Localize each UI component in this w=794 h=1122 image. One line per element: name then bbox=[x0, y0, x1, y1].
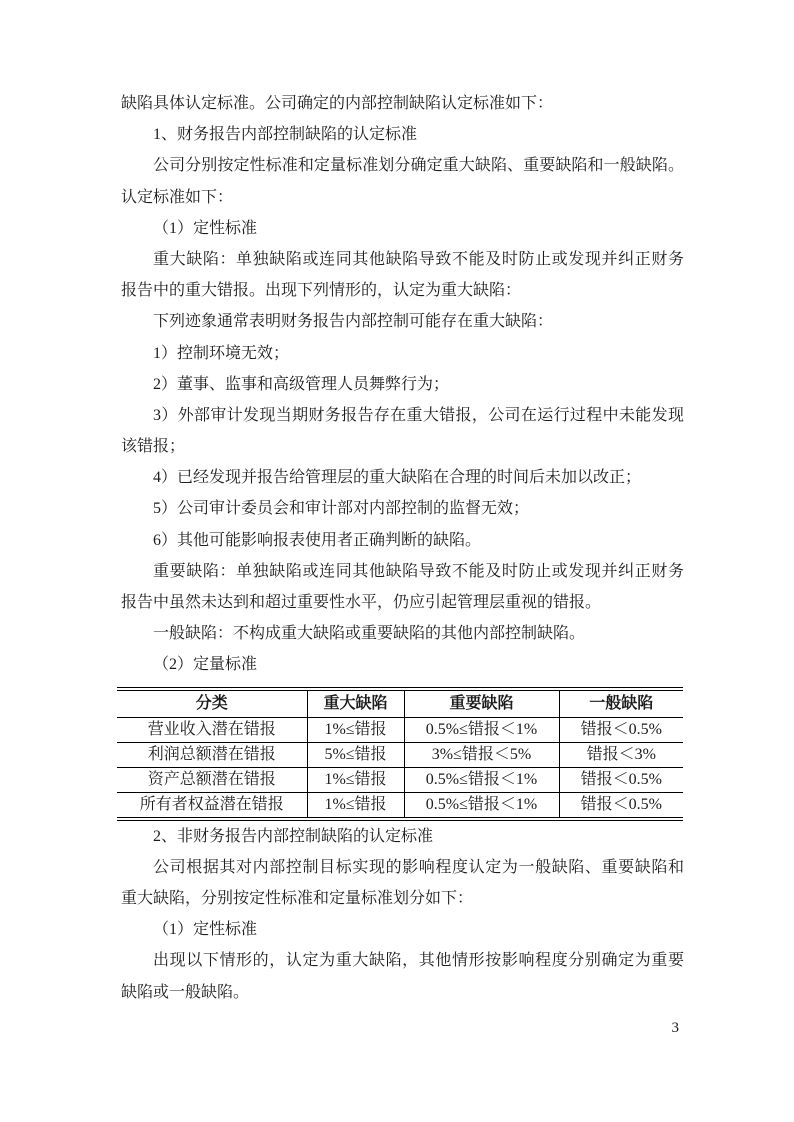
text-line: 2、非财务报告内部控制缺陷的认定标准 bbox=[153, 827, 434, 845]
text-line: 重大缺陷，分别按定性标准和定量标准划分如下： bbox=[121, 889, 474, 907]
text-line: 报告中虽然未达到和超过重要性水平，仍应引起管理层重视的错报。 bbox=[121, 594, 602, 611]
text-line: 5）公司审计委员会和审计部对内部控制的监督无效； bbox=[153, 500, 530, 518]
table-row bbox=[117, 792, 683, 819]
table-cell: 利润总额潜在错报 bbox=[117, 742, 307, 767]
table-row bbox=[117, 767, 683, 792]
text-line: 出现以下情形的，认定为重大缺陷，其他情形按影响程度分别确定为重要 bbox=[153, 952, 684, 970]
table-row bbox=[117, 717, 683, 742]
table-cell: 1%≤错报 bbox=[307, 792, 404, 819]
table-cell: 错报＜0.5% bbox=[559, 767, 683, 792]
table-cell: 5%≤错报 bbox=[307, 742, 404, 767]
table-header-cell: 一般缺陷 bbox=[559, 689, 683, 718]
table-cell: 0.5%≤错报＜1% bbox=[404, 717, 559, 742]
table-cell: 1%≤错报 bbox=[307, 717, 404, 742]
table-header-cell: 重要缺陷 bbox=[404, 689, 559, 718]
text-line: 1、财务报告内部控制缺陷的认定标准 bbox=[153, 126, 418, 144]
page-number: 3 bbox=[671, 1020, 679, 1036]
table-cell: 0.5%≤错报＜1% bbox=[404, 792, 559, 819]
text-line: 认定标准如下： bbox=[121, 188, 234, 206]
table-cell: 所有者权益潜在错报 bbox=[117, 792, 307, 819]
text-line: 下列迹象通常表明财务报告内部控制可能存在重大缺陷： bbox=[153, 313, 554, 331]
text-line: 公司根据其对内部控制目标实现的影响程度认定为一般缺陷、重要缺陷和 bbox=[153, 858, 684, 876]
table-header-row bbox=[117, 689, 683, 718]
table-cell: 3%≤错报＜5% bbox=[404, 742, 559, 767]
table-header-cell: 分类 bbox=[117, 689, 307, 718]
text-line: 重要缺陷：单独缺陷或连同其他缺陷导致不能及时防止或发现并纠正财务 bbox=[153, 562, 684, 580]
text-line: （1）定性标准 bbox=[153, 921, 258, 939]
table-cell: 错报＜3% bbox=[559, 742, 683, 767]
text-line: 缺陷或一般缺陷。 bbox=[121, 983, 250, 1001]
table-cell: 错报＜0.5% bbox=[559, 792, 683, 819]
text-line: 缺陷具体认定标准。公司确定的内部控制缺陷认定标准如下： bbox=[121, 95, 554, 112]
text-line: 一般缺陷：不构成重大缺陷或重要缺陷的其他内部控制缺陷。 bbox=[153, 625, 586, 643]
table-cell: 1%≤错报 bbox=[307, 767, 404, 792]
document-content bbox=[121, 88, 684, 1008]
quantitative-standards-table bbox=[117, 687, 683, 821]
text-line: 4）已经发现并报告给管理层的重大缺陷在合理的时间后未加以改正； bbox=[153, 469, 642, 487]
table-cell: 0.5%≤错报＜1% bbox=[404, 767, 559, 792]
text-line: （2）定量标准 bbox=[153, 656, 258, 674]
table-row bbox=[117, 742, 683, 767]
table-header-cell: 重大缺陷 bbox=[307, 689, 404, 718]
table-cell: 资产总额潜在错报 bbox=[117, 767, 307, 792]
text-line: 重大缺陷：单独缺陷或连同其他缺陷导致不能及时防止或发现并纠正财务 bbox=[153, 250, 684, 268]
text-line: 该错报； bbox=[121, 438, 186, 456]
text-line: 公司分别按定性标准和定量标准划分确定重大缺陷、重要缺陷和一般缺陷。 bbox=[153, 157, 684, 175]
table-cell: 营业收入潜在错报 bbox=[117, 717, 307, 742]
text-line: 3）外部审计发现当期财务报告存在重大错报，公司在运行过程中未能发现 bbox=[153, 406, 684, 424]
text-line: 报告中的重大错报。出现下列情形的，认定为重大缺陷： bbox=[121, 282, 522, 300]
text-line: 2）董事、监事和高级管理人员舞弊行为； bbox=[153, 375, 450, 393]
text-line: 1）控制环境无效； bbox=[153, 344, 290, 362]
text-line: （1）定性标准 bbox=[153, 219, 258, 237]
text-line: 6）其他可能影响报表使用者正确判断的缺陷。 bbox=[153, 531, 482, 549]
table-cell: 错报＜0.5% bbox=[559, 717, 683, 742]
